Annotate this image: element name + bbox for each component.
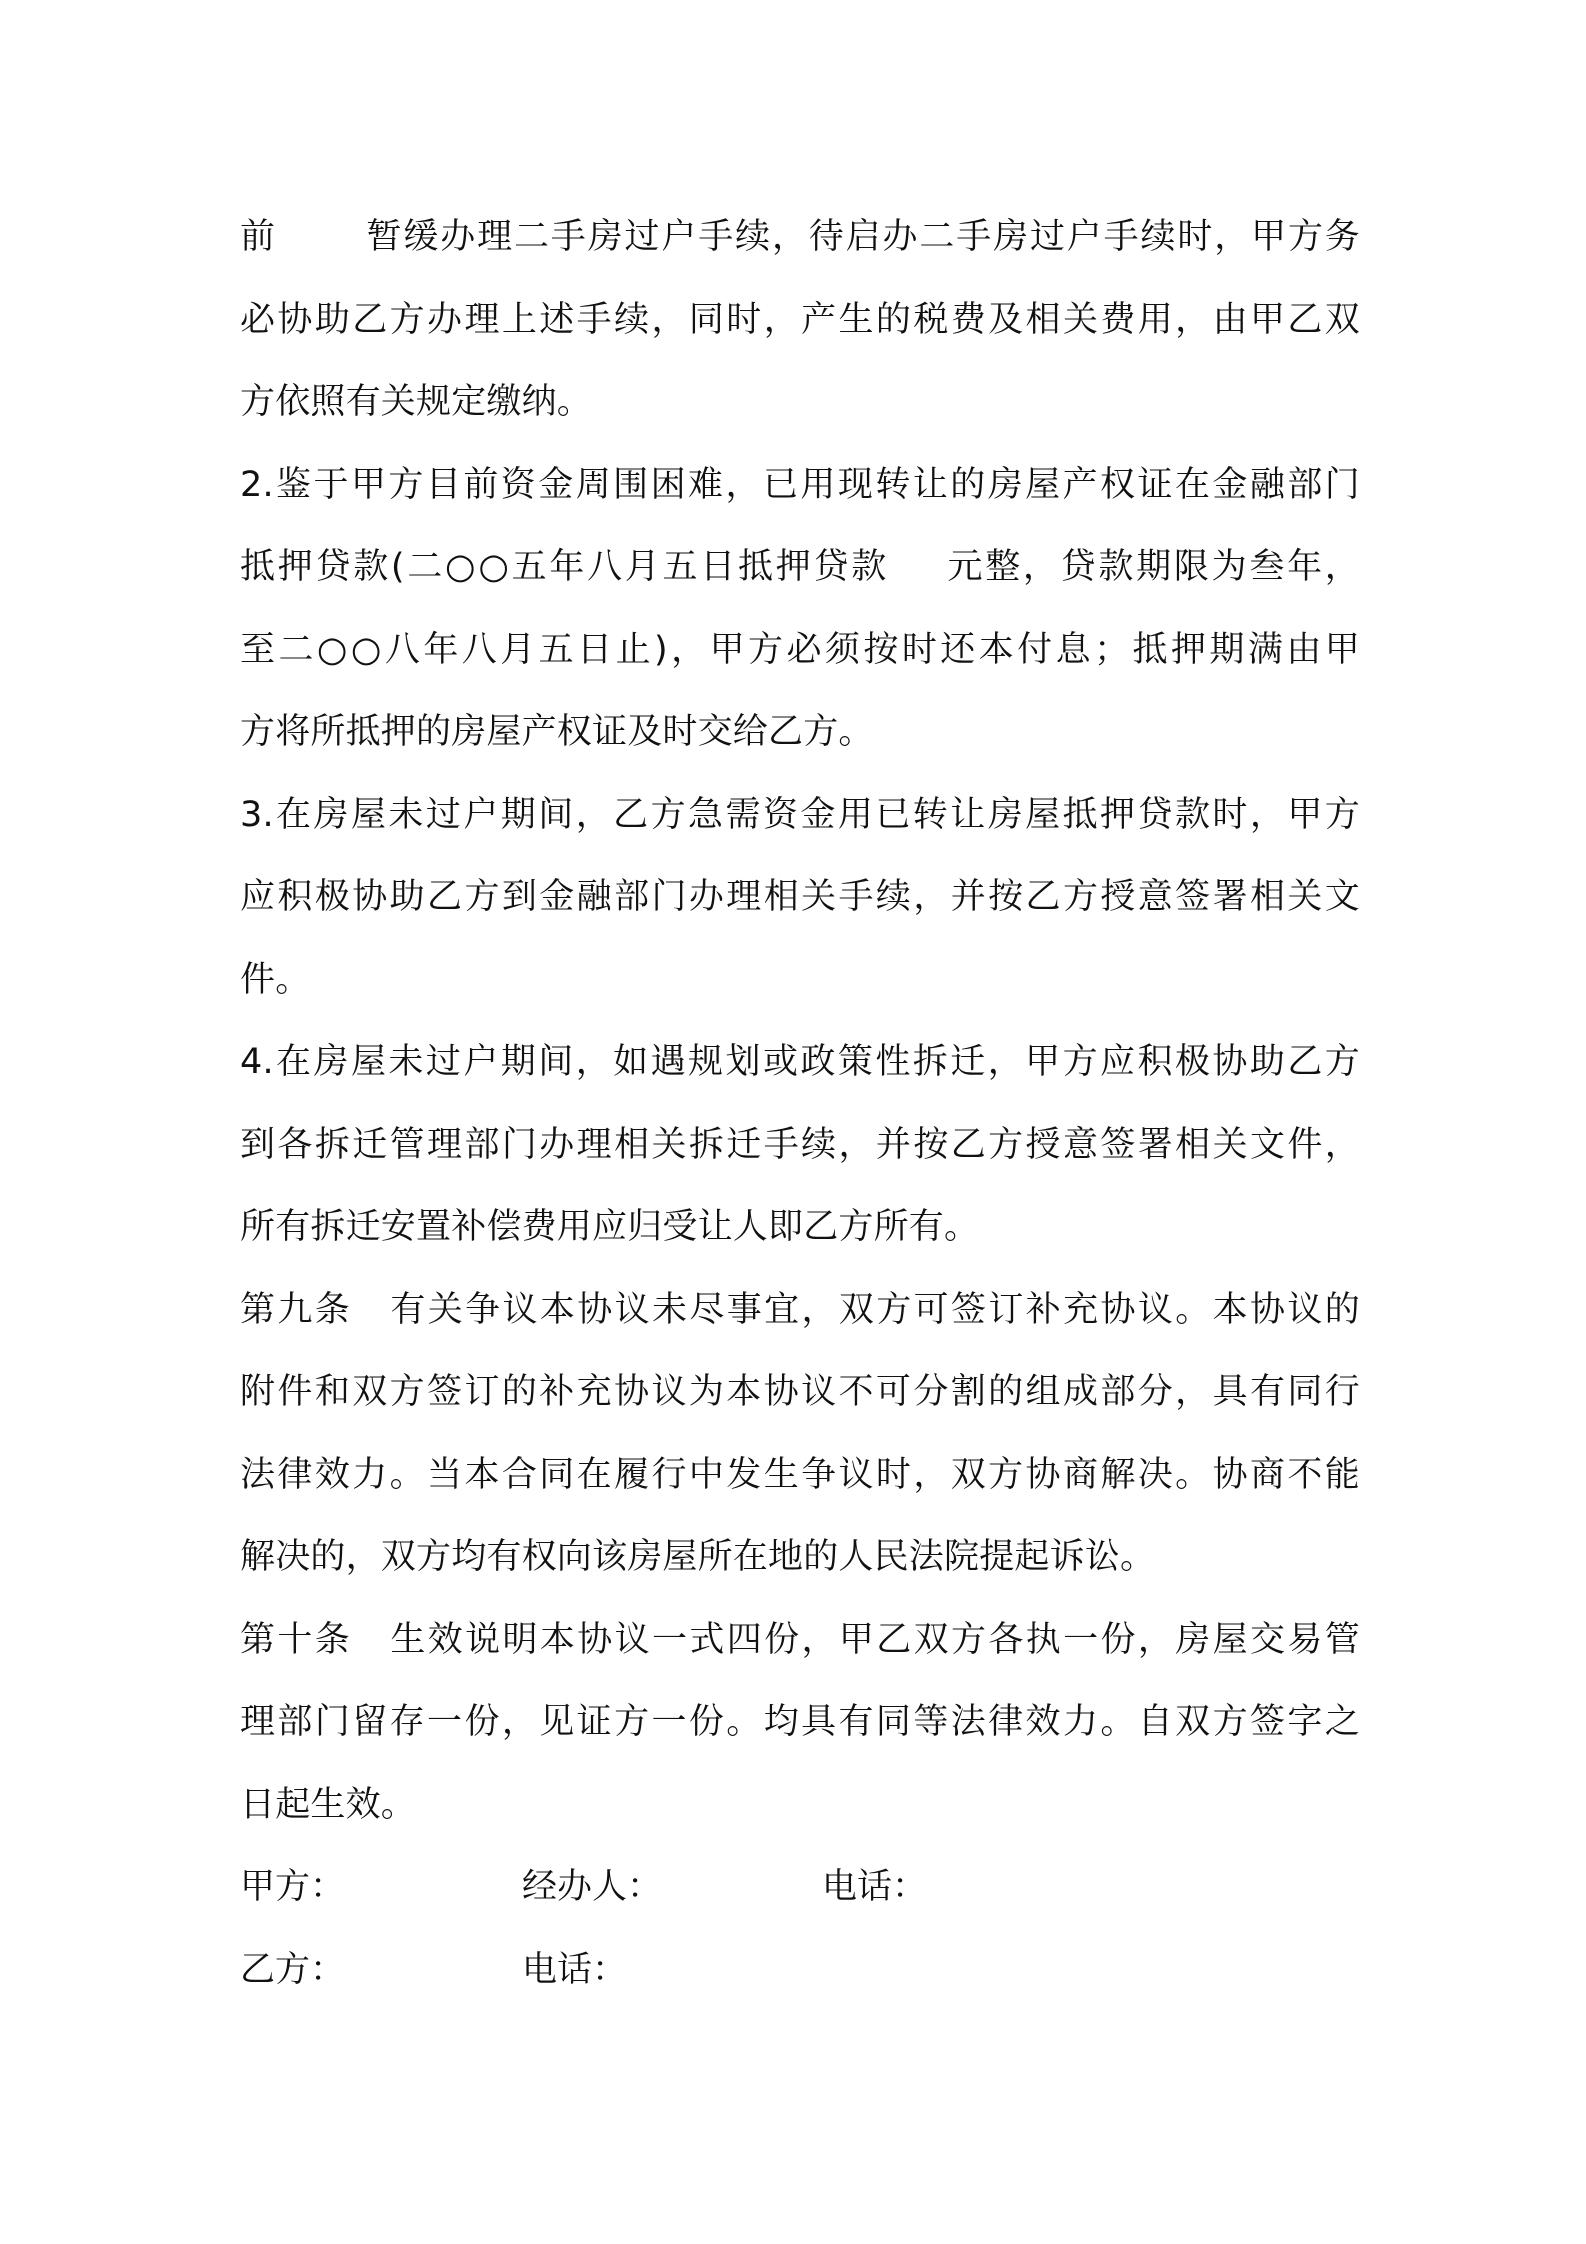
party-b-label: 乙方： [240,1949,346,1990]
text-line: 4.在房屋未过户期间，如遇规划或政策性拆迁，甲方应积极协助乙方 [240,1042,1360,1082]
text-fragment: 前 [240,217,277,257]
text-line: 日起生效。 [240,1784,417,1825]
text-line: 应积极协助乙方到金融部门办理相关手续，并按乙方授意签署相关文 [240,877,1360,917]
text-line [240,196,1360,279]
text-line: 法律效力。当本合同在履行中发生争议时，双方协商解决。协商不能 [240,1454,1360,1495]
text-line: 附件和双方签订的补充协议为本协议不可分割的组成部分，具有同行 [240,1372,1360,1412]
text-fragment: 生效说明本协议一式四份，甲乙双方各执一份，房屋交易管 [388,1619,1360,1660]
signature-row-party-b [240,1929,1360,2012]
article-heading: 第十条 [240,1619,353,1660]
text-line [240,1269,1360,1352]
article-heading: 第九条 [240,1289,353,1330]
text-line: 到各拆迁管理部门办理相关拆迁手续，并按乙方授意签署相关文件， [240,1124,1360,1165]
text-line: 2.鉴于甲方目前资金周围困难，已用现转让的房屋产权证在金融部门 [240,464,1360,505]
text-line: 所有拆迁安置补偿费用应归受让人即乙方所有。 [240,1207,980,1247]
text-line: 方将所抵押的房屋产权证及时交给乙方。 [240,712,874,752]
handler-label: 经办人： [522,1867,663,1907]
text-fragment: 元整，贷款期限为叁年， [944,547,1361,587]
text-line: 方依照有关规定缴纳。 [240,382,593,422]
text-fragment: 抵押贷款(二○○五年八月五日抵押贷款 [240,547,889,587]
text-line [240,526,1360,609]
signature-row-party-a [240,1846,1360,1929]
text-line [240,1599,1360,1682]
text-line: 至二○○八年八月五日止)，甲方必须按时还本付息；抵押期满由甲 [240,629,1360,670]
phone-b-label: 电话： [522,1949,628,1990]
party-a-label: 甲方： [240,1867,346,1907]
text-line: 解决的，双方均有权向该房屋所在地的人民法院提起诉讼。 [240,1537,1156,1577]
text-line: 件。 [240,959,311,1000]
text-line: 必协助乙方办理上述手续，同时，产生的税费及相关费用，由甲乙双 [240,299,1360,340]
phone-a-label: 电话： [822,1867,928,1907]
document-body [240,196,1360,2011]
text-line: 理部门留存一份，见证方一份。均具有同等法律效力。自双方签字之 [240,1702,1360,1742]
text-fragment: 暂缓办理二手房过户手续，待启办二手房过户手续时，甲方务 [364,217,1360,257]
text-fragment: 有关争议本协议未尽事宜，双方可签订补充协议。本协议的 [388,1289,1360,1330]
text-line: 3.在房屋未过户期间，乙方急需资金用已转让房屋抵押贷款时，甲方 [240,794,1360,835]
